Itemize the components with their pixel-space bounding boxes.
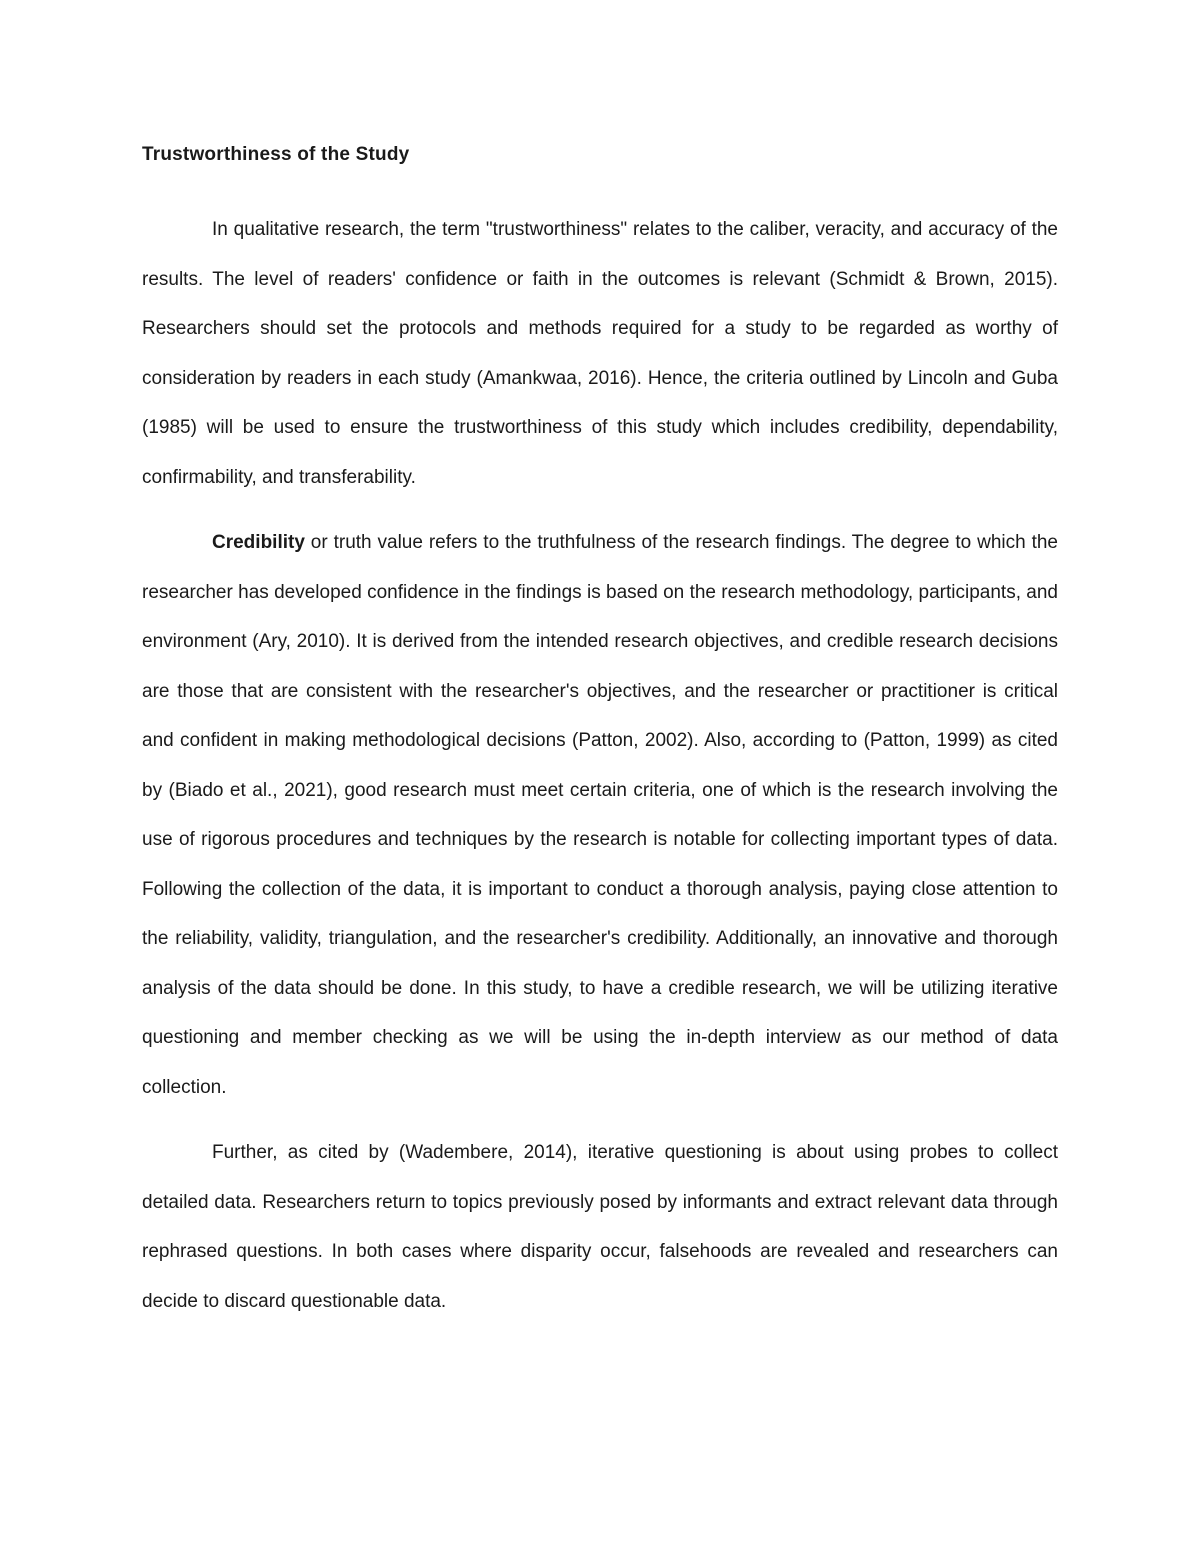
paragraph-trustworthiness-intro <box>142 205 1058 502</box>
paragraph-body: Further, as cited by (Wadembere, 2014), iterative questioning is about using probes to collect detailed data. Researchers return to topics previously posed by informants and extract relevant data through rephrased questions. In both cases where disparity occur, falsehoods are revealed and researchers can decide to discard questionable data. <box>142 1142 1058 1312</box>
document-page <box>142 140 1058 1342</box>
paragraph-body: In qualitative research, the term "trustworthiness" relates to the caliber, veracity, and accuracy of the results. The level of readers' confidence or faith in the outcomes is relevant (Schmidt & Brown, 2015). Researchers should set the protocols and methods required for a study to be regarded as worthy of consideration by readers in each study (Amankwaa, 2016). Hence, the criteria outlined by Lincoln and Guba (1985) will be used to ensure the trustworthiness of this study which includes credibility, dependability, confirmability, and transferability. <box>142 219 1058 488</box>
section-heading: Trustworthiness of the Study <box>142 144 410 165</box>
paragraph-iterative-questioning <box>142 1128 1058 1326</box>
paragraph-body: or truth value refers to the truthfulness of the research findings. The degree to which the researcher has developed confidence in the findings is based on the research methodology, participants, and environment (Ary, 2010). It is derived from the intended research objectives, and credible research decisions are those that are consistent with the researcher's objectives, and the researcher or practitioner is critical and confident in making methodological decisions (Patton, 2002). Also, according to (Patton, 1999) as cited by (Biado et al., 2021), good research must meet certain criteria, one of which is the research involving the use of rigorous procedures and techniques by the research is notable for collecting important types of data. Following the collection of the data, it is important to conduct a thorough analysis, paying close attention to the reliability, validity, triangulation, and the researcher's credibility. Additionally, an innovative and thorough analysis of the data should be done. In this study, to have a credible research, we will be utilizing iterative questioning and member checking as we will be using the in-depth interview as our method of data collection. <box>142 532 1058 1098</box>
paragraph-credibility <box>142 518 1058 1112</box>
paragraph-lead-credibility: Credibility <box>212 532 305 553</box>
